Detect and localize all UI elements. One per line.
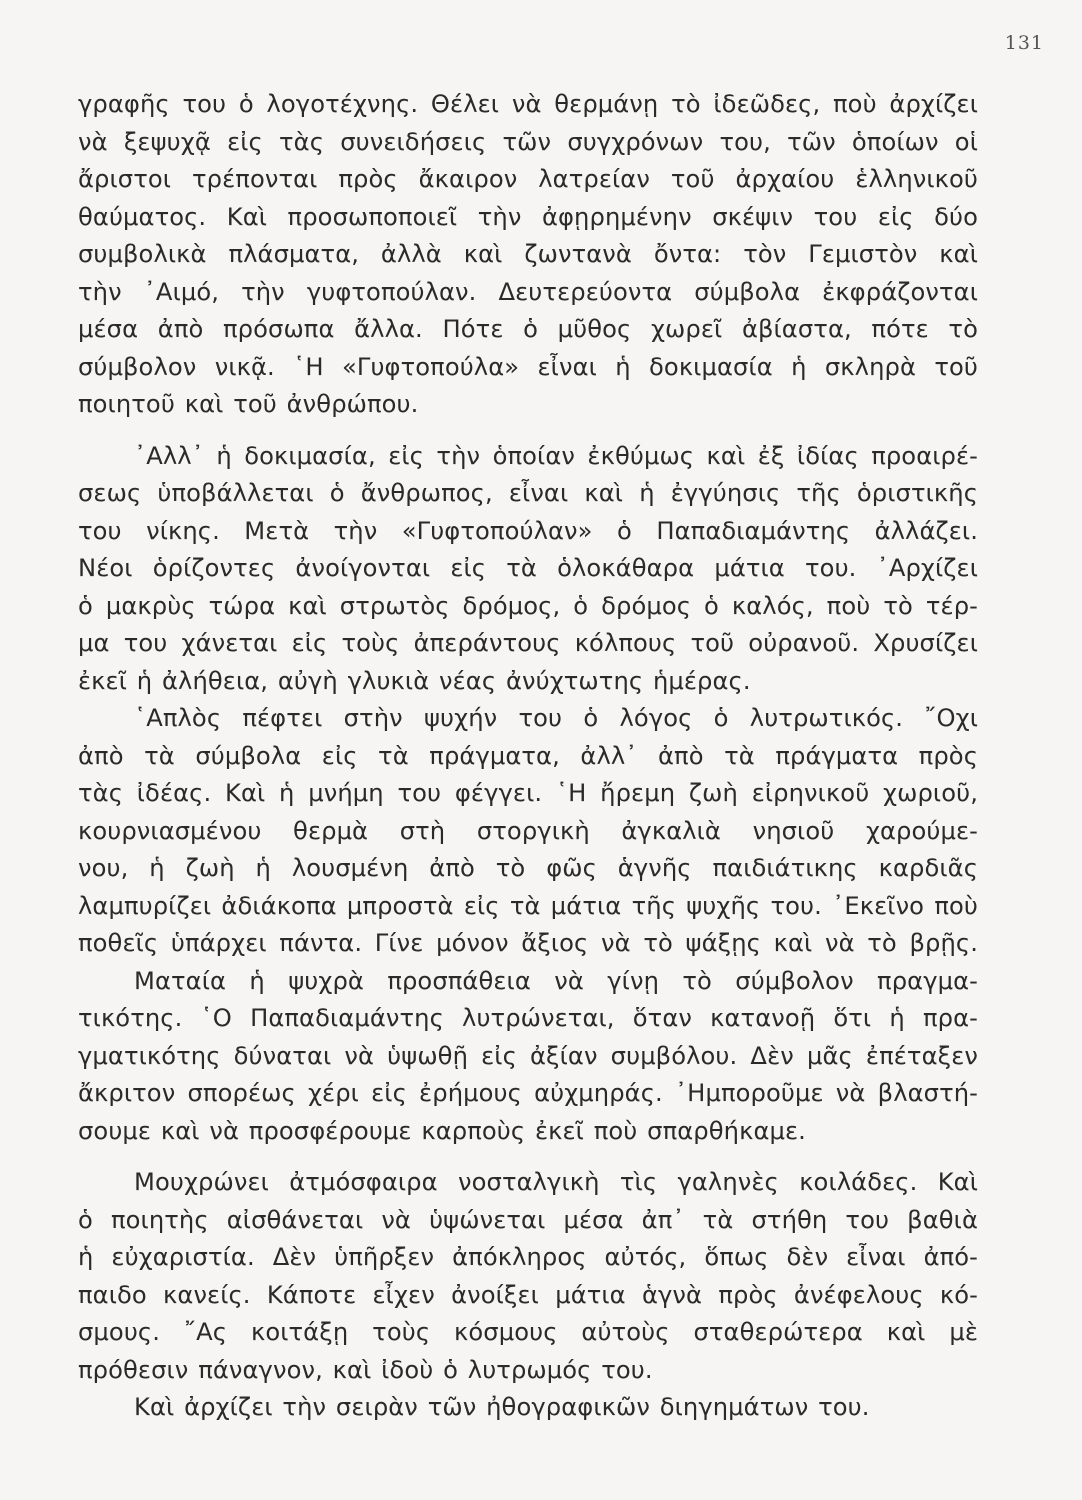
paragraph bbox=[78, 1389, 978, 1427]
body-text bbox=[78, 86, 978, 1427]
paragraph bbox=[78, 963, 978, 1151]
text-line: ποιητοῦ καὶ τοῦ ἀνθρώπου. bbox=[78, 390, 419, 418]
text-line: θαύματος. Καὶ προσωποποιεῖ τὴν ἀφῃρημένην σκέψιν του εἰς δύο bbox=[78, 202, 978, 231]
page-number: 131 bbox=[1004, 32, 1044, 54]
text-line: Μουχρώνει ἀτμόσφαιρα νοσταλγικὴ τὶς γαληνὲς κοιλάδες. Καὶ bbox=[134, 1168, 978, 1196]
text-line: Ματαία ἡ ψυχρὰ προσπάθεια νὰ γίνῃ τὸ σύμβολον πραγμα- bbox=[134, 966, 978, 995]
text-line: σύμβολον νικᾷ. ῾Η «Γυφτοπούλα» εἶναι ἡ δοκιμασία ἡ σκληρὰ τοῦ bbox=[78, 352, 978, 381]
text-line: τικότης. ῾Ο Παπαδιαμάντης λυτρώνεται, ὅταν κατανοῇ ὅτι ἡ πρα- bbox=[78, 1004, 978, 1032]
paragraph bbox=[78, 1164, 978, 1389]
text-line: μέσα ἀπὸ πρόσωπα ἄλλα. Πότε ὁ μῦθος χωρεῖ ἀβίαστα, πότε τὸ bbox=[78, 315, 978, 343]
text-line: σουμε καὶ νὰ προσφέρουμε καρποὺς ἐκεῖ ποὺ σπαρθήκαμε. bbox=[78, 1116, 806, 1145]
paragraph bbox=[78, 86, 978, 424]
text-line: ἄκριτον σπορέως χέρι εἰς ἐρήμους αὐχμηράς. ᾿Ημποροῦμε νὰ βλαστή- bbox=[78, 1079, 978, 1107]
text-line: σεως ὑποβάλλεται ὁ ἄνθρωπος, εἶναι καὶ ἡ ἐγγύησις τῆς ὁριστικῆς bbox=[78, 479, 978, 507]
text-line: νου, ἡ ζωὴ ἡ λουσμένη ἀπὸ τὸ φῶς ἁγνῆς παιδιάτικης καρδιᾶς bbox=[78, 854, 978, 882]
text-line: ἐκεῖ ἡ ἀλήθεια, αὐγὴ γλυκιὰ νέας ἀνύχτωτης ἡμέρας. bbox=[78, 666, 751, 695]
text-line: Νέοι ὁρίζοντες ἀνοίγονται εἰς τὰ ὁλοκάθαρα μάτια του. ᾿Αρχίζει bbox=[78, 554, 978, 582]
text-line: ἀπὸ τὰ σύμβολα εἰς τὰ πράγματα, ἀλλ᾿ ἀπὸ τὰ πράγματα πρὸς bbox=[78, 741, 978, 770]
text-line: Καὶ ἀρχίζει τὴν σειρὰν τῶν ἠθογραφικῶν διηγημάτων του. bbox=[134, 1393, 870, 1421]
text-line: ἡ εὐχαριστία. Δὲν ὑπῆρξεν ἀπόκληρος αὐτός, ὅπως δὲν εἶναι ἀπό- bbox=[78, 1243, 978, 1271]
text-line: πρόθεσιν πάναγνον, καὶ ἰδοὺ ὁ λυτρωμός του. bbox=[78, 1355, 653, 1384]
text-line: ποθεῖς ὑπάρχει πάντα. Γίνε μόνον ἄξιος νὰ τὸ ψάξῃς καὶ νὰ τὸ βρῇς. bbox=[78, 929, 978, 957]
paragraph bbox=[78, 700, 978, 963]
text-line: παιδο κανείς. Κάποτε εἶχεν ἀνοίξει μάτια ἁγνὰ πρὸς ἀνέφελους κό- bbox=[78, 1280, 978, 1309]
text-line: ὁ ποιητὴς αἰσθάνεται νὰ ὑψώνεται μέσα ἀπ᾿ τὰ στήθη του βαθιὰ bbox=[78, 1205, 978, 1234]
text-line: γραφῆς του ὁ λογοτέχνης. Θέλει νὰ θερμάνῃ τὸ ἰδεῶδες, ποὺ ἀρχίζει bbox=[78, 90, 978, 118]
text-line: ἄριστοι τρέπονται πρὸς ἄκαιρον λατρείαν τοῦ ἀρχαίου ἑλληνικοῦ bbox=[78, 165, 978, 193]
text-line: νὰ ξεψυχᾷ εἰς τὰς συνειδήσεις τῶν συγχρόνων του, τῶν ὁποίων οἱ bbox=[78, 127, 978, 156]
text-line: λαμπυρίζει ἀδιάκοπα μπροστὰ εἰς τὰ μάτια τῆς ψυχῆς του. ᾿Εκεῖνο ποὺ bbox=[78, 891, 978, 920]
text-line: του νίκης. Μετὰ τὴν «Γυφτοπούλαν» ὁ Παπαδιαμάντης ἀλλάζει. bbox=[78, 516, 978, 545]
text-line: συμβολικὰ πλάσματα, ἀλλὰ καὶ ζωντανὰ ὄντα: τὸν Γεμιστὸν καὶ bbox=[78, 240, 978, 268]
text-line: σμους. ῎Ας κοιτάξῃ τοὺς κόσμους αὐτοὺς σταθερώτερα καὶ μὲ bbox=[78, 1318, 978, 1346]
paragraph bbox=[78, 438, 978, 701]
text-line: τὰς ἰδέας. Καὶ ἡ μνήμη του φέγγει. ῾Η ἤρεμη ζωὴ εἰρηνικοῦ χωριοῦ, bbox=[78, 779, 978, 807]
text-line: μα του χάνεται εἰς τοὺς ἀπεράντους κόλπους τοῦ οὐρανοῦ. Χρυσίζει bbox=[78, 629, 978, 657]
text-line: γματικότης δύναται νὰ ὑψωθῇ εἰς ἀξίαν συμβόλου. Δὲν μᾶς ἐπέταξεν bbox=[78, 1041, 978, 1070]
text-line: ᾿Αλλ᾿ ἡ δοκιμασία, εἰς τὴν ὁποίαν ἐκθύμως καὶ ἐξ ἰδίας προαιρέ- bbox=[134, 441, 978, 470]
text-line: ὁ μακρὺς τώρα καὶ στρωτὸς δρόμος, ὁ δρόμος ὁ καλός, ποὺ τὸ τέρ- bbox=[78, 591, 978, 620]
text-line: ῾Απλὸς πέφτει στὴν ψυχήν του ὁ λόγος ὁ λυτρωτικός. ῎Οχι bbox=[134, 704, 978, 732]
text-line: τὴν ᾿Αιμό, τὴν γυφτοπούλαν. Δευτερεύοντα σύμβολα ἐκφράζονται bbox=[78, 277, 978, 306]
text-line: κουρνιασμένου θερμὰ στὴ στοργικὴ ἀγκαλιὰ νησιοῦ χαρούμε- bbox=[78, 816, 978, 845]
